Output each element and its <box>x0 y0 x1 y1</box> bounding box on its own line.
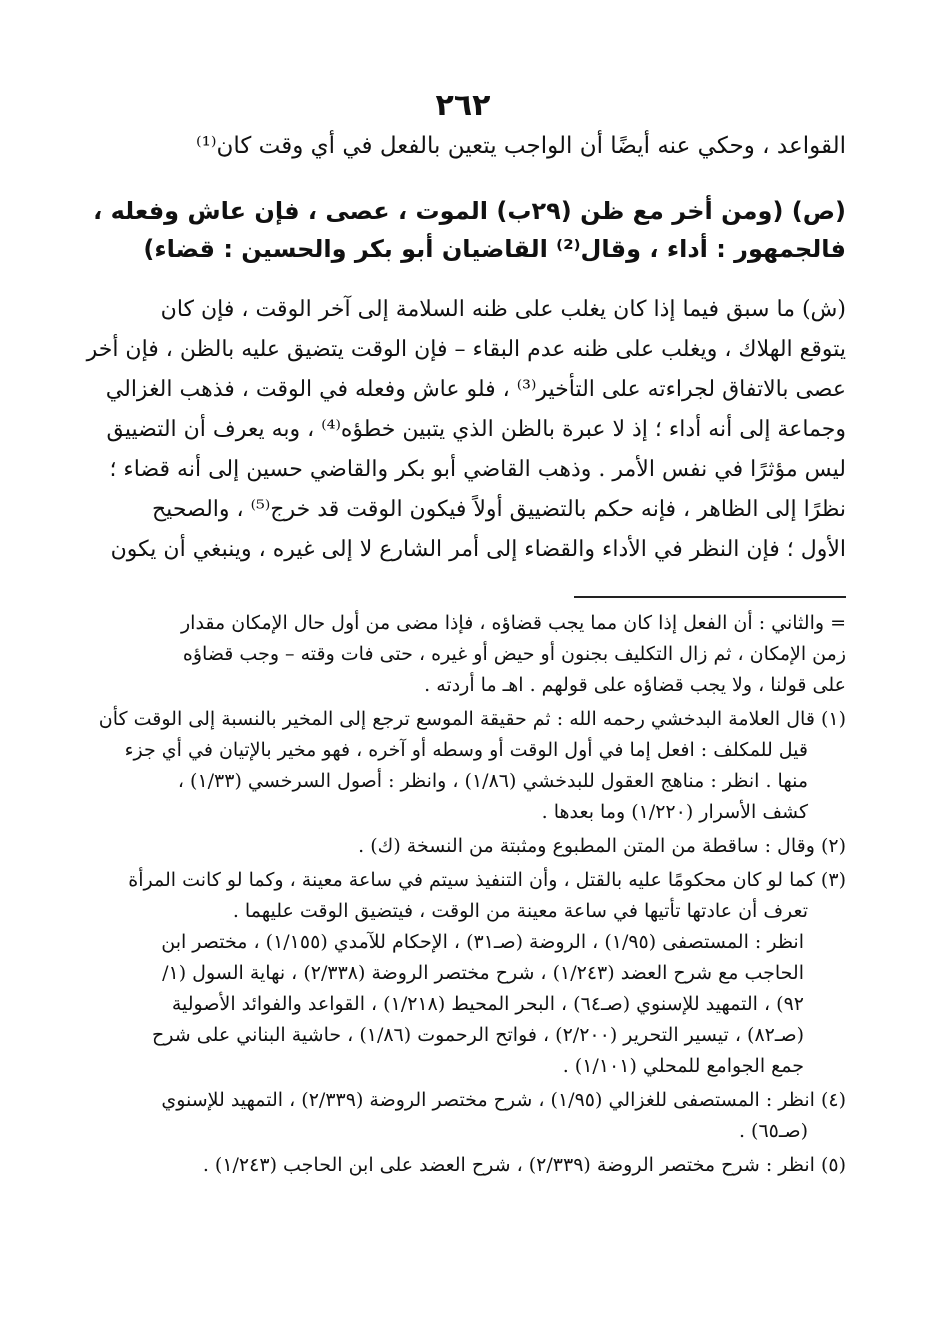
footnote-line: زمن الإمكان ، ثم زال التكليف بجنون أو حيض أو غيره ، حتى فات وقته – وجب قضاؤه <box>182 643 846 665</box>
footnote-line: الحاجب مع شرح العضد (١/٢٤٣) ، شرح مختصر الروضة (٢/٣٣٨) ، نهاية السول (١/ <box>162 962 804 984</box>
footnote-line: تعرف أن عادتها تأتيها في ساعة معينة من الوقت ، فيتضيق الوقت عليهما . <box>232 900 808 922</box>
footnote-5 <box>74 1150 846 1181</box>
sharh-paragraph <box>74 290 846 570</box>
sharh-line: الأول ؛ فإن النظر في الأداء والقضاء إلى أمر الشارع لا إلى غيره ، وينبغي أن يكون <box>110 537 846 562</box>
sharh-line: نظرًا إلى الظاهر ، فإنه حكم بالتضييق أولاً فيكون الوقت قد خرج⁽⁵⁾ ، والصحيح <box>151 497 846 522</box>
page-number: ٢٦٢ <box>435 88 491 123</box>
sharh-line: (ش) ما سبق فيما إذا كان يغلب على ظنه السلامة إلى آخر الوقت ، فإن كان <box>160 297 846 322</box>
footnote-line: (٣) كما لو كان محكومًا عليه بالقتل ، وأن التنفيذ سيتم في ساعة معينة ، وكما لو كانت المرأة <box>128 869 846 891</box>
matn-line: (ص) (ومن أخر مع ظن (٢٩ب) الموت ، عصى ، فإن عاش وفعله ، <box>93 197 846 225</box>
footnotes <box>74 608 846 1184</box>
footnote-line: (١) قال العلامة البدخشي رحمه الله : ثم حقيقة الموسع ترجع إلى المخير بالنسبة إلى الوقت كأن <box>98 708 846 730</box>
footnote-3 <box>74 865 846 1082</box>
sharh-line: عصى بالاتفاق لجراءته على التأخير⁽³⁾ ، فلو عاش وفعله في الوقت ، فذهب الغزالي <box>105 377 846 402</box>
sharh-line: ليس مؤثرًا في نفس الأمر . وذهب القاضي أبو بكر والقاضي حسين إلى أنه قضاء ؛ <box>109 457 846 482</box>
footnote-line: انظر : المستصفى (١/٩٥) ، الروضة (صـ٣١) ، الإحكام للآمدي (١/١٥٥) ، مختصر ابن <box>161 931 804 953</box>
footnote-line: = والثاني : أن الفعل إذا كان مما يجب قضاؤه ، فإذا مضى من أول حال الإمكان مقدار <box>180 612 846 634</box>
footnote-4 <box>74 1085 846 1147</box>
footnote-1 <box>74 704 846 828</box>
footnote-separator <box>574 596 846 598</box>
footnote-line: (صـ٨٢) ، تيسير التحرير (٢/٢٠٠) ، فواتح الرحموت (١/٨٦) ، حاشية البناني على شرح <box>152 1024 804 1046</box>
intro-line: القواعد ، وحكي عنه أيضًا أن الواجب يتعين بالفعل في أي وقت كان⁽¹⁾ <box>195 133 846 159</box>
footnote-line: كشف الأسرار (١/٢٢٠) وما بعدها . <box>541 801 808 823</box>
footnote-2 <box>74 831 846 862</box>
footnote-continuation <box>74 608 846 701</box>
matn-line: فالجمهور : أداء ، وقال⁽²⁾ القاضيان أبو بكر والحسين : قضاء) <box>143 235 846 263</box>
footnote-line: منها . انظر : مناهج العقول للبدخشي (١/٨٦) ، وانظر : أصول السرخسي (١/٣٣) ، <box>177 770 808 792</box>
footnote-line: جمع الجوامع للمحلي (١/١٠١) . <box>562 1055 804 1077</box>
matn-paragraph <box>74 192 846 268</box>
footnote-line: (٤) انظر : المستصفى للغزالي (١/٩٥) ، شرح مختصر الروضة (٢/٣٣٩) ، التمهيد للإسنوي <box>161 1089 846 1111</box>
footnote-line: على قولنا ، ولا يجب قضاؤه على قولهم . اهـ ما أردته . <box>424 674 846 696</box>
sharh-line: وجماعة إلى أنه أداء ؛ إذ لا عبرة بالظن الذي يتبين خطؤه⁽⁴⁾ ، وبه يعرف أن التضييق <box>106 417 846 442</box>
intro-paragraph <box>74 128 846 164</box>
footnote-line: (صـ٦٥) . <box>738 1120 808 1142</box>
footnote-line: (٢) وقال : ساقطة من المتن المطبوع ومثبتة من النسخة (ك) . <box>358 835 846 857</box>
footnote-line: ٩٢) ، التمهيد للإسنوي (صـ٦٤) ، البحر المحيط (١/٢١٨) ، القواعد والفوائد الأصولية <box>171 993 804 1015</box>
footnote-line: (٥) انظر : شرح مختصر الروضة (٢/٣٣٩) ، شرح العضد على ابن الحاجب (١/٢٤٣) . <box>202 1154 846 1176</box>
footnote-line: قيل للمكلف : افعل إما في أول الوقت أو وسطه أو آخره ، فهو مخير بالإتيان في أي جزء <box>124 739 808 761</box>
sharh-line: يتوقع الهلاك ، ويغلب على ظنه عدم البقاء – فإن الوقت يتضيق عليه بالظن ، فإن أخر <box>86 337 846 362</box>
